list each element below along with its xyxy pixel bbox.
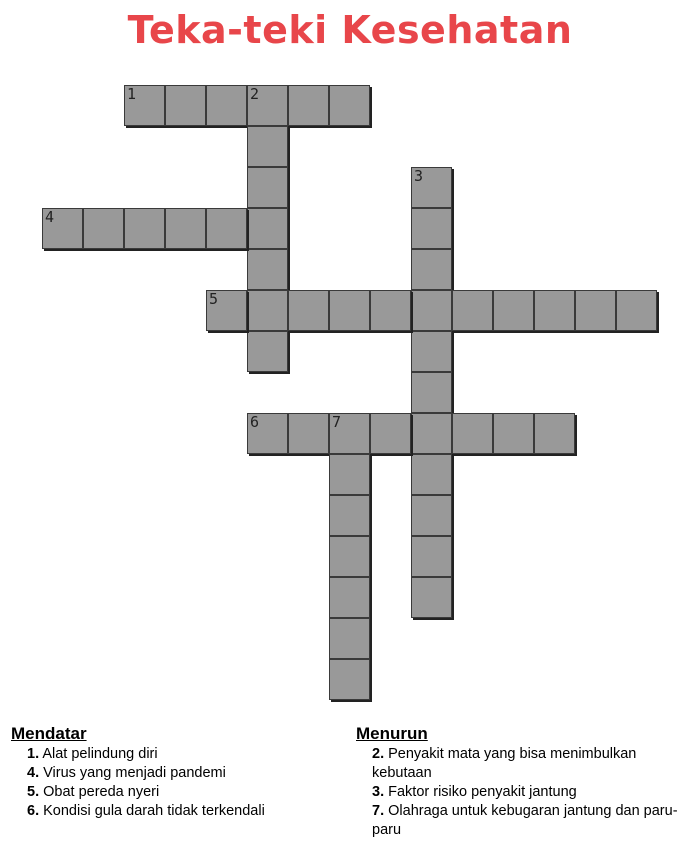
grid-cell[interactable]	[411, 249, 452, 290]
grid-cell[interactable]	[411, 413, 452, 454]
grid-cell[interactable]	[206, 208, 247, 249]
grid-cell[interactable]	[411, 577, 452, 618]
clue-number-label: 4	[45, 208, 55, 226]
clue-across-5	[11, 783, 331, 802]
grid-cell[interactable]	[411, 372, 452, 413]
grid-cell[interactable]	[329, 85, 370, 126]
grid-cell[interactable]	[83, 208, 124, 249]
grid-cell[interactable]	[247, 331, 288, 372]
clue-text: Obat pereda nyeri	[43, 784, 160, 800]
grid-cell[interactable]	[329, 618, 370, 659]
clue-number: 2.	[372, 746, 385, 762]
clue-number: 7.	[372, 803, 385, 819]
clue-number-label: 1	[127, 85, 137, 103]
grid-cell[interactable]	[329, 659, 370, 700]
clue-across-1	[11, 745, 331, 764]
grid-cell[interactable]	[411, 290, 452, 331]
grid-cell[interactable]	[370, 413, 411, 454]
grid-cell[interactable]	[329, 454, 370, 495]
grid-cell[interactable]	[370, 290, 411, 331]
grid-cell[interactable]	[247, 413, 288, 454]
grid-cell[interactable]	[165, 85, 206, 126]
grid-cell[interactable]	[452, 413, 493, 454]
grid-cell[interactable]	[288, 290, 329, 331]
clue-text: Alat pelindung diri	[42, 746, 158, 762]
grid-cell[interactable]	[206, 85, 247, 126]
page-title: Teka-teki Kesehatan	[127, 8, 573, 52]
clue-text: Kondisi gula darah tidak terkendali	[43, 803, 265, 819]
grid-cell[interactable]	[247, 208, 288, 249]
grid-cell[interactable]	[247, 167, 288, 208]
grid-cell[interactable]	[329, 495, 370, 536]
clue-number: 3.	[372, 784, 385, 800]
clue-number: 6.	[27, 803, 40, 819]
grid-cell[interactable]	[206, 290, 247, 331]
clue-number: 4.	[27, 765, 40, 781]
grid-cell[interactable]	[534, 290, 575, 331]
clue-number: 1.	[27, 746, 40, 762]
clue-across-4	[11, 764, 331, 783]
grid-cell[interactable]	[411, 454, 452, 495]
clue-number: 5.	[27, 784, 40, 800]
grid-cell[interactable]	[493, 290, 534, 331]
grid-cell[interactable]	[124, 208, 165, 249]
grid-cell[interactable]	[165, 208, 206, 249]
grid-cell[interactable]	[288, 413, 329, 454]
grid-cell[interactable]	[493, 413, 534, 454]
down-heading: Menurun	[356, 724, 428, 743]
clue-text: Virus yang menjadi pandemi	[43, 765, 226, 781]
clue-text: Penyakit mata yang bisa menimbulkan kebutaan	[372, 746, 637, 781]
grid-cell[interactable]	[247, 126, 288, 167]
grid-cell[interactable]	[329, 536, 370, 577]
grid-cell[interactable]	[329, 290, 370, 331]
clue-number-label: 7	[332, 413, 342, 431]
grid-cell[interactable]	[411, 536, 452, 577]
grid-cell[interactable]	[247, 85, 288, 126]
grid-cell[interactable]	[411, 208, 452, 249]
across-heading: Mendatar	[11, 724, 87, 743]
clue-text: Olahraga untuk kebugaran jantung dan paru-paru	[372, 803, 678, 838]
grid-cell[interactable]	[616, 290, 657, 331]
down-clues	[356, 724, 686, 840]
clue-number-label: 5	[209, 290, 219, 308]
grid-cell[interactable]	[329, 577, 370, 618]
clue-number-label: 6	[250, 413, 260, 431]
grid-cell[interactable]	[124, 85, 165, 126]
grid-cell[interactable]	[534, 413, 575, 454]
clue-down-3	[356, 783, 686, 802]
grid-cell[interactable]	[411, 331, 452, 372]
grid-cell[interactable]	[452, 290, 493, 331]
grid-cell[interactable]	[411, 167, 452, 208]
grid-cell[interactable]	[411, 495, 452, 536]
clue-text: Faktor risiko penyakit jantung	[388, 784, 577, 800]
clue-down-2	[356, 745, 686, 783]
clue-across-6	[11, 802, 331, 821]
across-clues	[11, 724, 331, 821]
grid-cell[interactable]	[575, 290, 616, 331]
clue-down-7	[356, 802, 686, 840]
grid-cell[interactable]	[329, 413, 370, 454]
clue-number-label: 3	[414, 167, 424, 185]
clue-number-label: 2	[250, 85, 260, 103]
grid-cell[interactable]	[42, 208, 83, 249]
grid-cell[interactable]	[247, 249, 288, 290]
grid-cell[interactable]	[247, 290, 288, 331]
grid-cell[interactable]	[288, 85, 329, 126]
